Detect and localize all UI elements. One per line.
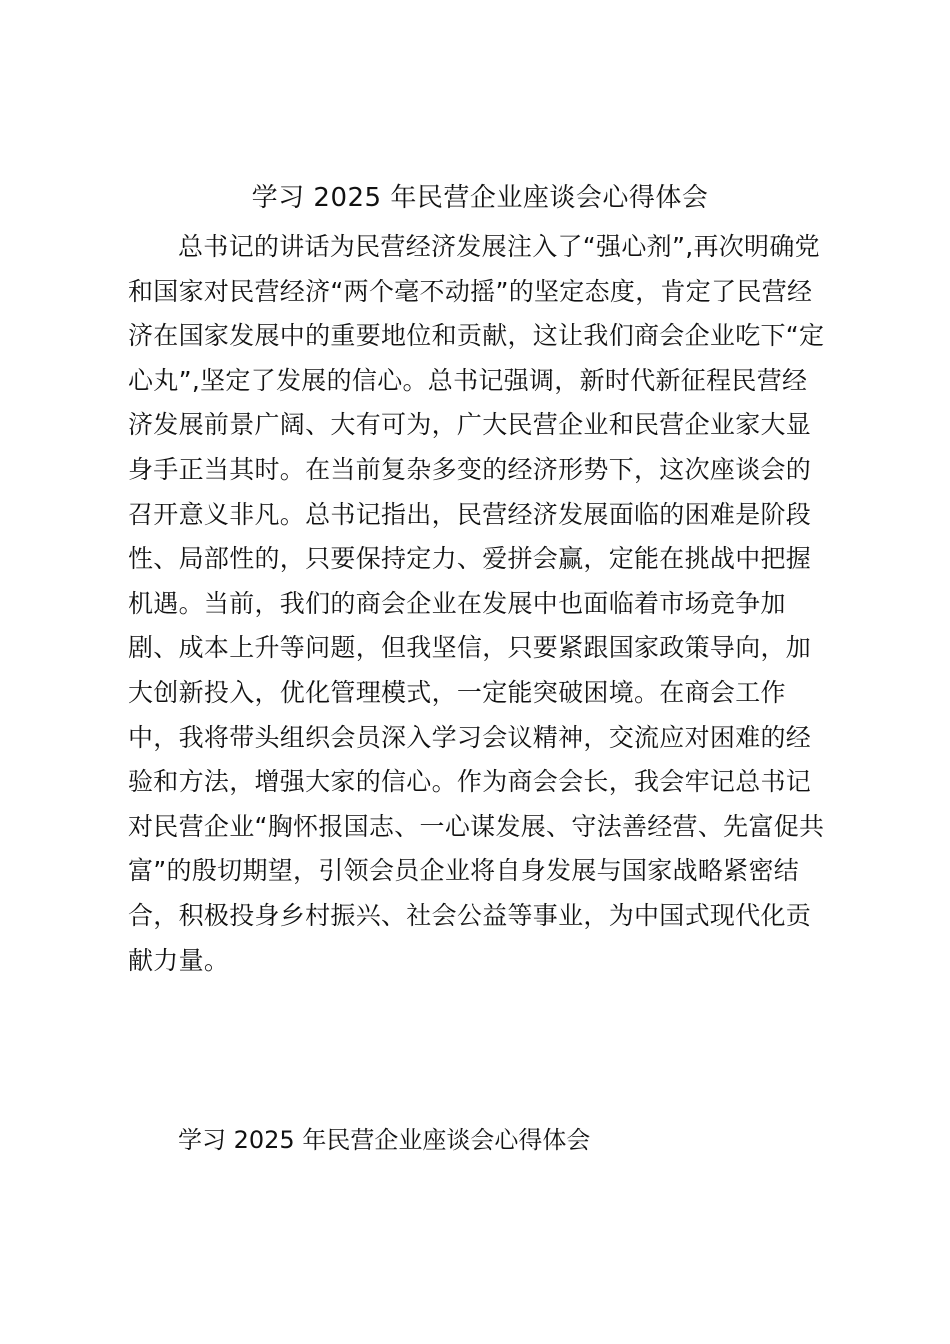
paragraph-line: 济在国家发展中的重要地位和贡献，这让我们商会企业吃下“定 xyxy=(128,321,825,351)
paragraph-line: 身手正当其时。在当前复杂多变的经济形势下，这次座谈会的 xyxy=(128,454,812,484)
paragraph-line: 性、局部性的，只要保持定力、爱拼会赢，定能在挑战中把握 xyxy=(128,544,812,574)
paragraph-line: 心丸”,坚定了发展的信心。总书记强调，新时代新征程民营经 xyxy=(128,365,808,395)
paragraph-line: 大创新投入，优化管理模式，一定能突破困境。在商会工作 xyxy=(128,677,786,707)
paragraph-line: 富”的殷切期望，引领会员企业将自身发展与国家战略紧密结 xyxy=(128,856,800,886)
paragraph-line: 中，我将带头组织会员深入学习会议精神，交流应对困难的经 xyxy=(128,722,812,752)
paragraph-line: 合，积极投身乡村振兴、社会公益等事业，为中国式现代化贡 xyxy=(128,900,812,930)
body-paragraph xyxy=(128,225,832,983)
paragraph-line: 机遇。当前，我们的商会企业在发展中也面临着市场竞争加 xyxy=(128,588,786,618)
paragraph-line: 献力量。 xyxy=(128,945,230,975)
paragraph-line: 召开意义非凡。总书记指出，民营经济发展面临的困难是阶段 xyxy=(128,499,812,529)
paragraph-line: 和国家对民营经济“两个毫不动摇”的坚定态度，肯定了民营经 xyxy=(128,276,813,306)
paragraph-line: 济发展前景广阔、大有可为，广大民营企业和民营企业家大显 xyxy=(128,410,812,440)
paragraph-line: 验和方法，增强大家的信心。作为商会会长，我会牢记总书记 xyxy=(128,767,812,797)
document-title: 学习 2025 年民营企业座谈会心得体会 xyxy=(251,183,709,213)
paragraph-line: 总书记的讲话为民营经济发展注入了“强心剂”,再次明确党 xyxy=(178,232,820,261)
footer-title: 学习 2025 年民营企业座谈会心得体会 xyxy=(178,1126,591,1154)
paragraph-line: 剧、成本上升等问题，但我坚信，只要紧跟国家政策导向，加 xyxy=(128,633,812,663)
paragraph-line: 对民营企业“胸怀报国志、一心谋发展、守法善经营、先富促共 xyxy=(128,811,825,841)
